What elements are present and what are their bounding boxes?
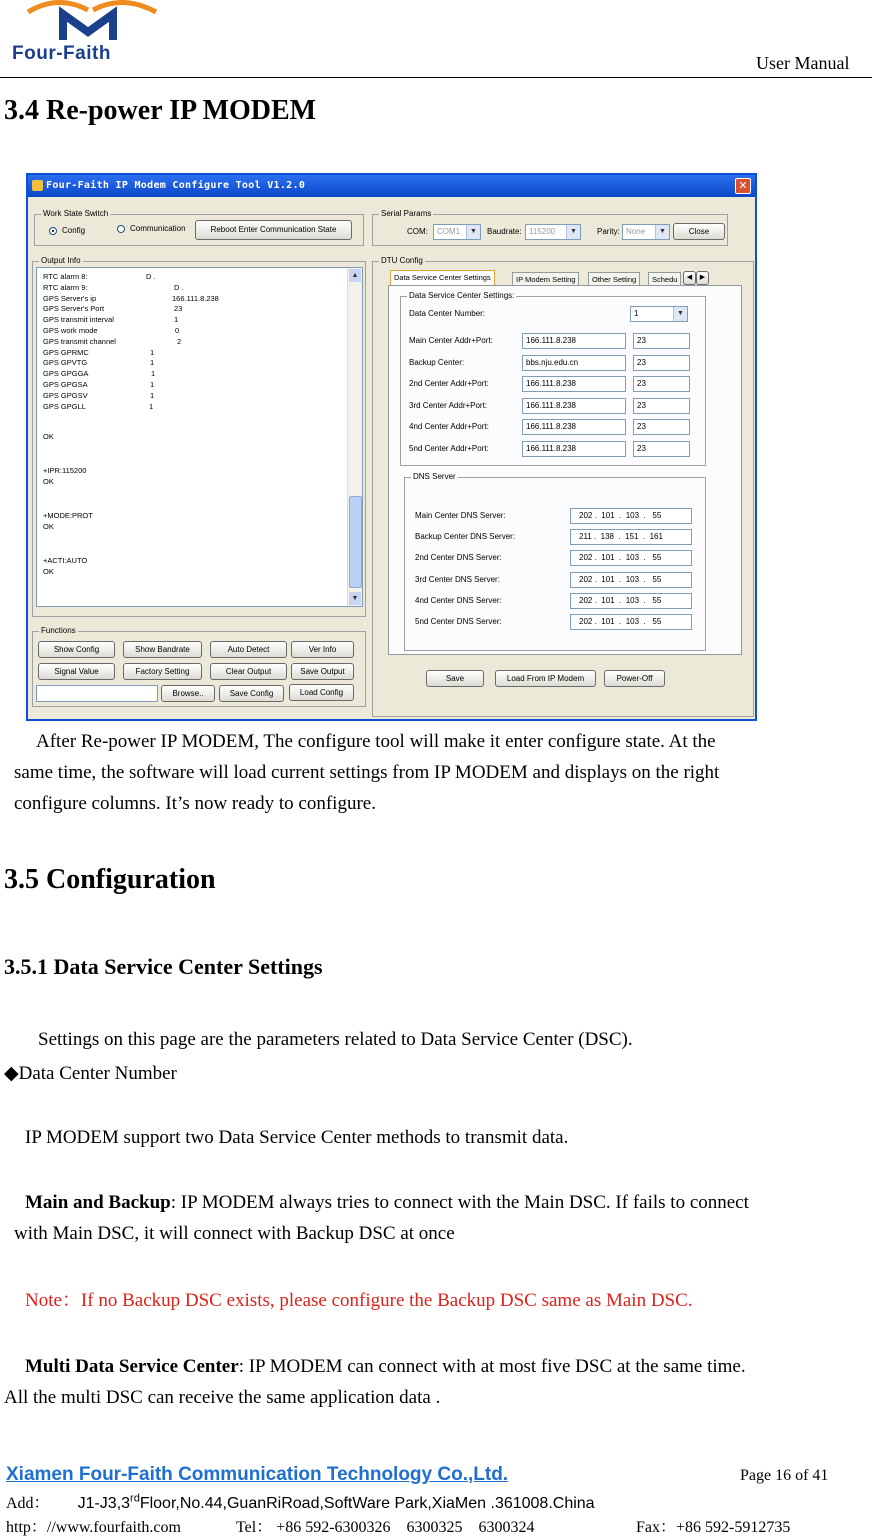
work-state-title: Work State Switch [43, 209, 109, 218]
clear-output-button[interactable]: Clear Output [210, 663, 287, 680]
scroll-down-icon[interactable]: ▼ [349, 592, 361, 605]
output-line-value: D . [174, 282, 184, 292]
power-off-button[interactable]: Power-Off [604, 670, 665, 687]
chevron-down-icon: ▼ [566, 225, 580, 239]
dns-server-group [404, 472, 706, 651]
output-line-value: 1 [149, 401, 154, 411]
output-line-key: GPS transmit channel [43, 336, 116, 346]
center-number-value: 1 [634, 309, 639, 318]
section-heading-3-4: 3.4 Re-power IP MODEM [4, 95, 317, 126]
output-acti: +ACTI:AUTO [43, 556, 88, 565]
dsc-address-input[interactable]: 166.111.8.238 [522, 419, 626, 435]
output-ok-1: OK [43, 432, 54, 441]
footer-address-b: Floor,No.44,GuanRiRoad,SoftWare Park,XiaMen .361008.China [139, 1495, 595, 1512]
output-line-value: 166.111.8.238 [172, 293, 219, 303]
output-line-key: GPS GPVTG [43, 358, 88, 368]
dns-ip-input[interactable]: 202 . 101 . 103 . 55 [570, 550, 692, 566]
functions-group [32, 626, 366, 707]
support-paragraph: IP MODEM support two Data Service Center methods to transmit data. [25, 1127, 569, 1148]
functions-title: Functions [41, 626, 76, 635]
dsc-port-input[interactable]: 23 [633, 333, 690, 349]
repower-paragraph-line-3: configure columns. It’s now ready to configure. [14, 793, 376, 814]
reboot-communication-button[interactable]: Reboot Enter Communication State [195, 220, 352, 240]
output-ok-4: OK [43, 567, 54, 576]
footer-fax: Fax：+86 592-5912735 [636, 1519, 791, 1536]
repower-paragraph-line-1: After Re-power IP MODEM, The configure tool will make it enter configure state. At the [36, 731, 716, 752]
dns-ip-input[interactable]: 202 . 101 . 103 . 55 [570, 508, 692, 524]
dns-row-label: 5nd Center DNS Server: [415, 617, 502, 626]
footer-tel: Tel： +86 592-6300326 6300325 6300324 [236, 1519, 535, 1536]
show-config-button[interactable]: Show Config [38, 641, 115, 658]
user-manual-label: User Manual [756, 53, 850, 73]
multi-dsc-text: : IP MODEM can connect with at most five DSC at the same time. [238, 1356, 746, 1377]
center-number-select[interactable] [630, 306, 688, 322]
output-line-value: 0 [175, 326, 180, 335]
dsc-row-label: 3rd Center Addr+Port: [409, 400, 488, 410]
dns-row-label: 2nd Center DNS Server: [415, 553, 502, 563]
output-line-value: 2 [177, 336, 182, 346]
browse-button[interactable]: Browse.. [161, 685, 215, 702]
section-heading-3-5: 3.5 Configuration [4, 864, 216, 895]
output-line-key: GPS GPRMC [43, 347, 89, 357]
dsc-port-input[interactable]: 23 [633, 398, 690, 414]
load-config-button[interactable]: Load Config [289, 684, 354, 701]
multi-dsc-paragraph [25, 1351, 746, 1382]
main-backup-term: Main and Backup [25, 1192, 171, 1213]
dsc-port-input[interactable]: 23 [633, 376, 690, 392]
main-backup-paragraph-line-2: with Main DSC, it will connect with Backup DSC at once [14, 1223, 455, 1244]
config-tool-window [26, 173, 757, 721]
baudrate-value: 115200 [529, 227, 556, 236]
dsc-row-label: 4nd Center Addr+Port: [409, 422, 489, 431]
work-state-group [34, 209, 364, 246]
dns-row-label: 3rd Center DNS Server: [415, 574, 500, 584]
dns-ip-input[interactable]: 202 . 101 . 103 . 55 [570, 593, 692, 609]
dns-server-title: DNS Server [413, 472, 456, 481]
output-textarea[interactable] [36, 267, 363, 607]
baudrate-select[interactable] [525, 224, 581, 240]
multi-dsc-term: Multi Data Service Center [25, 1356, 239, 1377]
dsc-row-label: Main Center Addr+Port: [409, 336, 493, 345]
company-logo [8, 0, 168, 68]
signal-value-button[interactable]: Signal Value [38, 663, 115, 680]
footer-address-label: Add： [6, 1495, 50, 1512]
save-button[interactable]: Save [426, 670, 484, 687]
communication-radio[interactable] [117, 225, 125, 233]
serial-close-button[interactable]: Close [673, 223, 725, 240]
multi-dsc-paragraph-line-2: All the multi DSC can receive the same application data . [4, 1387, 441, 1408]
dsc-row-label: 2nd Center Addr+Port: [409, 379, 489, 388]
tab-scroll-left-icon[interactable]: ◀ [683, 271, 696, 285]
parity-value: None [626, 227, 646, 236]
scroll-thumb[interactable] [349, 496, 362, 588]
output-scrollbar[interactable] [347, 268, 362, 606]
footer-page-number: Page 16 of 41 [740, 1467, 829, 1484]
dsc-row-label: Backup Center: [409, 357, 465, 367]
output-info-title: Output Info [41, 256, 81, 265]
dsc-address-input[interactable]: bbs.nju.edu.cn [522, 355, 626, 371]
footer-company-name[interactable]: Xiamen Four-Faith Communication Technology Co.,Ltd. [6, 1464, 509, 1485]
footer-http[interactable]: http：//www.fourfaith.com [6, 1519, 181, 1536]
output-line-key: GPS transmit interval [43, 315, 114, 325]
com-label: COM: [407, 227, 428, 236]
config-file-input[interactable] [36, 685, 158, 702]
output-line-key: GPS work mode [43, 326, 98, 335]
output-ok-2: OK [43, 477, 54, 486]
center-number-label: Data Center Number: [409, 309, 486, 318]
dsc-port-input[interactable]: 23 [633, 355, 690, 371]
output-line-key: GPS GPGSV [43, 390, 88, 400]
output-line-value: 1 [150, 390, 155, 400]
chevron-down-icon: ▼ [655, 225, 669, 239]
footer-address-sup: rd [130, 1492, 140, 1505]
communication-radio-label: Communication [130, 224, 186, 233]
logo-text: Four-Faith [12, 43, 111, 64]
load-from-modem-button[interactable]: Load From IP Modem [495, 670, 596, 687]
output-line-value: 23 [174, 304, 183, 314]
tab-ip-modem-setting[interactable]: IP Modem Setting [512, 272, 579, 286]
dsc-row-label: 5nd Center Addr+Port: [409, 443, 489, 453]
output-line-key: GPS GPGGA [43, 369, 89, 379]
config-radio[interactable] [49, 227, 57, 235]
output-line-value: 1 [151, 369, 156, 379]
dtu-config-title: DTU Config [381, 256, 423, 265]
output-line-key: RTC alarm 8: [43, 272, 88, 281]
repower-paragraph-line-2: same time, the software will load current settings from IP MODEM and displays on the right [14, 762, 720, 783]
dns-ip-input[interactable]: 211 . 138 . 151 . 161 [570, 529, 692, 545]
serial-params-group [372, 209, 728, 246]
window-title: Four-Faith IP Modem Configure Tool V1.2.0 [46, 180, 306, 191]
window-titlebar [28, 175, 755, 197]
dns-ip-input[interactable]: 202 . 101 . 103 . 55 [570, 572, 692, 588]
dns-row-label: 4nd Center DNS Server: [415, 595, 502, 605]
output-line-value: 1 [150, 380, 155, 389]
output-line-key: GPS Server's Port [43, 304, 105, 314]
output-line-key: GPS GPGLL [43, 401, 86, 411]
backup-note: Note：If no Backup DSC exists, please configure the Backup DSC same as Main DSC. [25, 1290, 693, 1311]
dsc-address-input[interactable]: 166.111.8.238 [522, 441, 626, 457]
output-line-value: 1 [150, 347, 155, 357]
dns-ip-input[interactable]: 202 . 101 . 103 . 55 [570, 614, 692, 630]
dsc-port-input[interactable]: 23 [633, 419, 690, 435]
footer-address [6, 1490, 595, 1513]
output-ipr: +IPR:115200 [43, 466, 87, 475]
main-backup-text: : IP MODEM always tries to connect with the Main DSC. If fails to connect [170, 1192, 749, 1213]
dsc-address-input[interactable]: 166.111.8.238 [522, 376, 626, 392]
save-config-button[interactable]: Save Config [219, 685, 284, 702]
footer-address-a: J1-J3,3 [77, 1495, 131, 1512]
factory-setting-button[interactable]: Factory Setting [123, 663, 202, 680]
chevron-down-icon: ▼ [466, 225, 480, 239]
dsc-address-input[interactable]: 166.111.8.238 [522, 333, 626, 349]
window-close-icon[interactable]: ✕ [735, 178, 751, 194]
output-ok-3: OK [43, 522, 54, 531]
dsc-intro-paragraph: Settings on this page are the parameters related to Data Service Center (DSC). [38, 1029, 633, 1050]
tab-schedule[interactable]: Schedu [648, 272, 681, 286]
output-line-key: GPS Server's ip [43, 293, 97, 303]
parity-select[interactable] [622, 224, 670, 240]
output-line-key: RTC alarm 9: [43, 282, 88, 292]
app-icon [32, 180, 43, 191]
tab-scroll-right-icon[interactable]: ▶ [696, 271, 709, 285]
serial-params-title: Serial Params [381, 209, 432, 218]
scroll-up-icon[interactable]: ▲ [349, 269, 361, 282]
dsc-settings-title: Data Service Center Settings: [409, 291, 515, 300]
chevron-down-icon: ▼ [673, 307, 687, 321]
output-line-value: 1 [174, 315, 179, 325]
baudrate-label: Baudrate: [487, 227, 522, 236]
config-radio-label: Config [62, 226, 86, 235]
main-backup-paragraph [25, 1187, 749, 1218]
dsc-port-input[interactable]: 23 [633, 441, 690, 457]
output-line-value: D . [146, 272, 156, 281]
dns-row-label: Main Center DNS Server: [415, 511, 506, 520]
com-value: COM1 [437, 227, 461, 236]
auto-detect-button[interactable]: Auto Detect [210, 641, 287, 658]
dsc-settings-group [400, 291, 706, 466]
output-mode: +MODE:PROT [43, 511, 93, 520]
tab-other-setting[interactable]: Other Setting [588, 272, 640, 286]
header-rule [0, 77, 872, 78]
show-baudrate-button[interactable]: Show Bandrate [123, 641, 202, 658]
data-center-number-bullet: ◆Data Center Number [4, 1063, 177, 1084]
save-output-button[interactable]: Save Output [291, 663, 354, 680]
ver-info-button[interactable]: Ver Info [291, 641, 354, 658]
tab-data-service-center[interactable]: Data Service Center Settings [390, 270, 495, 286]
dsc-tab-pane [388, 285, 742, 655]
parity-label: Parity: [597, 227, 620, 236]
dns-row-label: Backup Center DNS Server: [415, 532, 516, 542]
subsection-heading-3-5-1: 3.5.1 Data Service Center Settings [4, 954, 323, 979]
output-line-key: GPS GPGSA [43, 380, 88, 389]
output-line-value: 1 [150, 358, 155, 368]
com-select[interactable] [433, 224, 481, 240]
dsc-address-input[interactable]: 166.111.8.238 [522, 398, 626, 414]
